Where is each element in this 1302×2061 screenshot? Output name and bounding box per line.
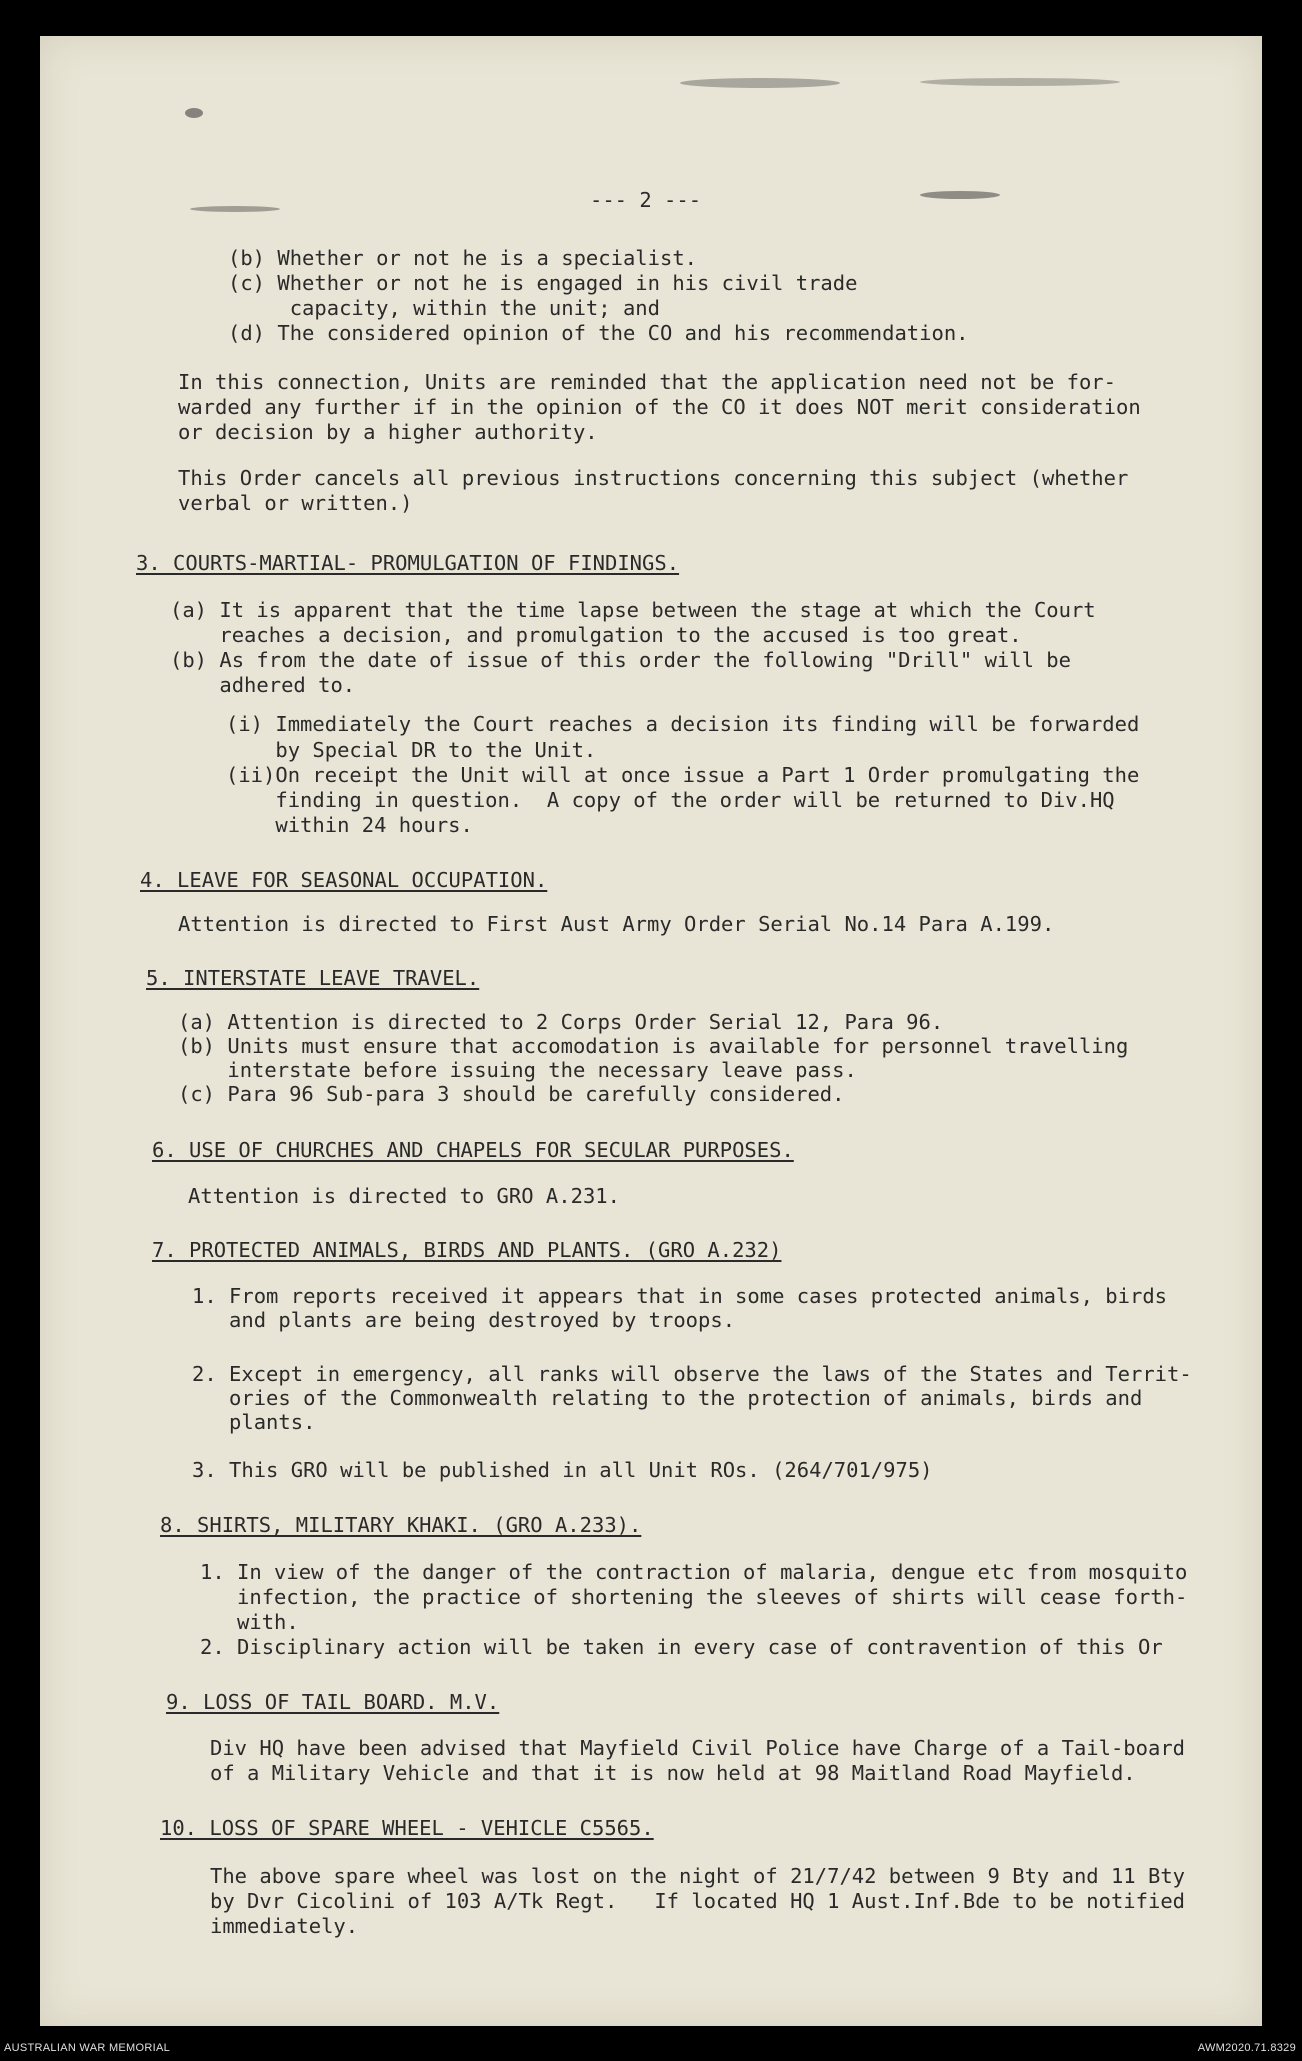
section-subline: (i) Immediately the Court reaches a decision its finding will be forwarded [226,712,1140,736]
section-subline: by Special DR to the Unit. [226,738,597,762]
criteria-line: (c) Whether or not he is engaged in his civil trade [228,271,858,295]
criteria-line: capacity, within the unit; and [228,296,660,320]
ink-smudge [190,206,280,212]
section-subline: finding in question. A copy of the order will be returned to Div.HQ [226,788,1115,812]
section-line: (b) Units must ensure that accomodation is available for personnel travelling [178,1034,1129,1058]
paragraph-line: This Order cancels all previous instructions concerning this subject (whether [178,466,1129,490]
section-heading: 6. USE OF CHURCHES AND CHAPELS FOR SECULAR PURPOSES. [152,1138,794,1162]
paragraph-line: verbal or written.) [178,491,413,515]
ink-smudge [920,191,1000,199]
section-subline: within 24 hours. [226,813,473,837]
section-line: (b) As from the date of issue of this order the following "Drill" will be [170,648,1071,672]
section-heading: 10. LOSS OF SPARE WHEEL - VEHICLE C5565. [160,1816,654,1840]
section-heading: 7. PROTECTED ANIMALS, BIRDS AND PLANTS. (GRO A.232) [152,1238,782,1262]
paragraph-line: warded any further if in the opinion of the CO it does NOT merit consideration [178,395,1141,419]
section-line: 1. From reports received it appears that in some cases protected animals, birds [192,1284,1168,1308]
criteria-line: (d) The considered opinion of the CO and his recommendation. [228,321,969,345]
section-line: interstate before issuing the necessary leave pass. [178,1058,857,1082]
section-line: reaches a decision, and promulgation to the accused is too great. [170,623,1022,647]
section-line: with. [200,1610,299,1634]
paragraph-line: or decision by a higher authority. [178,420,598,444]
section-line: adhered to. [170,673,356,697]
section-line: 2. Except in emergency, all ranks will observe the laws of the States and Territ- [192,1362,1192,1386]
section-line: of a Military Vehicle and that it is now held at 98 Maitland Road Mayfield. [210,1761,1136,1785]
section-heading: 3. COURTS-MARTIAL- PROMULGATION OF FINDINGS. [136,551,680,575]
section-line: Div HQ have been advised that Mayfield Civil Police have Charge of a Tail-board [210,1736,1186,1760]
ink-smudge [680,78,840,88]
section-heading: 4. LEAVE FOR SEASONAL OCCUPATION. [140,868,548,892]
ink-smudge [920,78,1120,86]
section-line: Attention is directed to First Aust Army Order Serial No.14 Para A.199. [178,912,1055,936]
footer-right: AWM2020.71.8329 [1197,2042,1296,2054]
paragraph-line: In this connection, Units are reminded that the application need not be for- [178,370,1116,394]
criteria-line: (b) Whether or not he is a specialist. [228,246,697,270]
section-line: by Dvr Cicolini of 103 A/Tk Regt. If located HQ 1 Aust.Inf.Bde to be notified [210,1889,1186,1913]
section-line: 3. This GRO will be published in all Unit ROs. (264/701/975) [192,1458,933,1482]
section-line: 2. Disciplinary action will be taken in every case of contravention of this Or [200,1635,1163,1659]
section-heading: 9. LOSS OF TAIL BOARD. M.V. [166,1690,500,1714]
section-line: plants. [192,1410,316,1434]
section-heading: 8. SHIRTS, MILITARY KHAKI. (GRO A.233). [160,1513,642,1537]
section-line: infection, the practice of shortening the sleeves of shirts will cease forth- [200,1585,1188,1609]
section-subline: (ii)On receipt the Unit will at once issue a Part 1 Order promulgating the [226,763,1140,787]
section-line: 1. In view of the danger of the contraction of malaria, dengue etc from mosquito [200,1560,1188,1584]
ink-smudge [185,108,203,118]
section-line: ories of the Commonwealth relating to the protection of animals, birds and [192,1386,1143,1410]
page-number: --- 2 --- [590,188,702,212]
section-line: (c) Para 96 Sub-para 3 should be carefully considered. [178,1082,845,1106]
section-line: (a) Attention is directed to 2 Corps Order Serial 12, Para 96. [178,1010,944,1034]
section-heading: 5. INTERSTATE LEAVE TRAVEL. [146,966,480,990]
section-line: immediately. [210,1914,359,1938]
footer-left: AUSTRALIAN WAR MEMORIAL [4,2042,171,2054]
section-line: and plants are being destroyed by troops. [192,1308,736,1332]
section-line: The above spare wheel was lost on the night of 21/7/42 between 9 Bty and 11 Bty [210,1864,1186,1888]
section-line: (a) It is apparent that the time lapse between the stage at which the Court [170,598,1096,622]
section-line: Attention is directed to GRO A.231. [188,1184,620,1208]
